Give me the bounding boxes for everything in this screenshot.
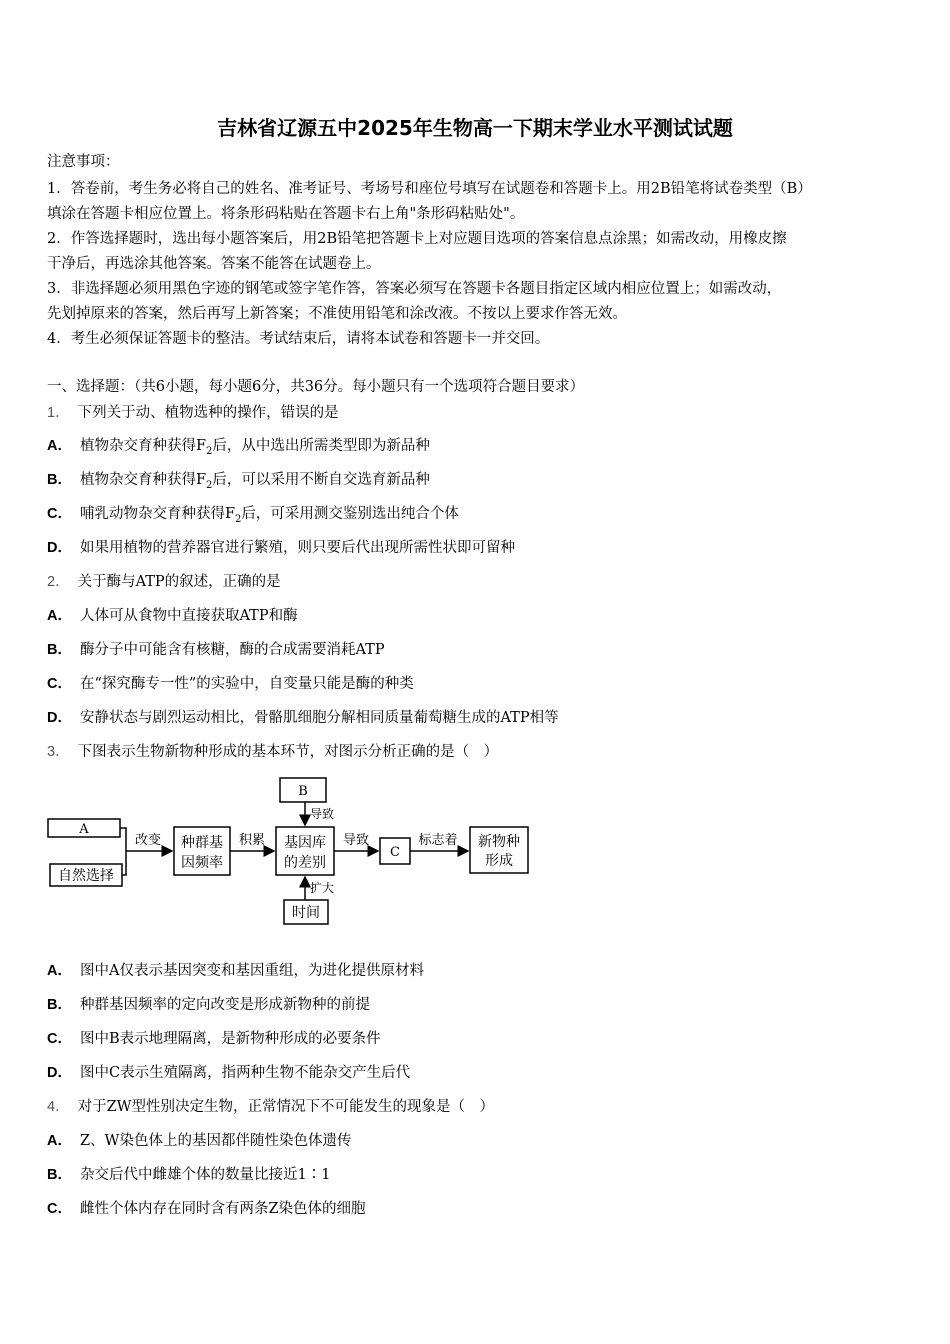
question-2-option-a[interactable] [47, 604, 298, 625]
box-gene-pool-line1: 基因库 [284, 835, 326, 851]
subscript: 2 [235, 513, 242, 525]
option-label: A． [47, 608, 72, 624]
box-gene-pool-line2: 的差别 [284, 855, 326, 871]
option-text: 后，可以采用不断自交选育新品种 [212, 472, 430, 488]
question-1-option-b[interactable] [47, 468, 430, 491]
option-text: 酶分子中可能含有核糖，酶的合成需要消耗ATP [79, 642, 385, 658]
question-1-option-d[interactable] [47, 536, 515, 557]
question-4-option-a[interactable] [47, 1129, 351, 1150]
option-text: 种群基因频率的定向改变是形成新物种的前提 [79, 997, 370, 1013]
box-a-label: A [79, 822, 89, 837]
option-text: 后，从中选出所需类型即为新品种 [212, 438, 430, 454]
question-text: 下图表示生物新物种形成的基本环节，对图示分析正确的是（ ） [77, 744, 499, 760]
question-text: 对于ZW型性别决定生物，正常情况下不可能发生的现象是（ ） [77, 1099, 495, 1115]
question-3-stem [47, 740, 907, 761]
question-text: 关于酶与ATP的叙述，正确的是 [77, 574, 281, 590]
notice-line: 2．作答选择题时，选出每小题答案后，用2B铅笔把答题卡上对应题目选项的答案信息点涂黑；如需改动，用橡皮擦 [47, 231, 787, 247]
notice-line: 填涂在答题卡相应位置上。将条形码粘贴在答题卡右上角"条形码粘贴处"。 [47, 206, 525, 222]
option-text: 后，可采用测交鉴别选出纯合个体 [241, 506, 459, 522]
box-new-species-line2: 形成 [485, 853, 513, 869]
option-label: B． [47, 642, 72, 658]
arrow-change-label: 改变 [134, 833, 162, 848]
question-2-option-d[interactable] [47, 706, 559, 727]
question-number: 4． [47, 1099, 70, 1115]
option-label: D． [47, 710, 72, 726]
question-number: 2． [47, 574, 70, 590]
arrow-accumulate-label: 积累 [238, 833, 266, 848]
box-natural-selection-label: 自然选择 [58, 868, 114, 884]
arrow-b-cause-label: 导致 [310, 807, 335, 821]
option-text: 图中C表示生殖隔离，指两种生物不能杂交产生后代 [79, 1065, 411, 1081]
question-3-option-c[interactable] [47, 1027, 381, 1048]
option-text: 如果用植物的营养器官进行繁殖，则只要后代出现所需性状即可留种 [79, 540, 515, 556]
question-4-option-c[interactable] [47, 1197, 366, 1218]
notice-line: 1．答卷前，考生务必将自己的姓名、准考证号、考场号和座位号填写在试题卷和答题卡上。用2B铅笔将试卷类型（B） [47, 181, 812, 197]
box-time-label: 时间 [292, 905, 320, 921]
arrow-expand-label: 扩大 [310, 881, 335, 895]
option-text: 在“探究酶专一性”的实验中，自变量只能是酶的种类 [79, 676, 414, 692]
notice-line: 3．非选择题必须用黑色字迹的钢笔或签字笔作答，答案必须写在答题卡各题目指定区域内相应位置上；如需改动， [47, 281, 782, 297]
notice-line: 4．考生必须保证答题卡的整洁。考试结束后，请将本试卷和答题卡一并交回。 [47, 331, 550, 347]
option-label: C． [47, 1031, 72, 1047]
option-label: B． [47, 472, 72, 488]
question-1-stem [47, 401, 907, 422]
page-title: 吉林省辽源五中2025年生物高一下期末学业水平测试试题 [217, 116, 733, 140]
notice-heading: 注意事项： [47, 154, 120, 170]
option-label: C． [47, 676, 72, 692]
box-gene-frequency-line2: 因频率 [181, 855, 223, 871]
question-number: 1． [47, 405, 70, 421]
option-label: D． [47, 1065, 72, 1081]
option-label: B． [47, 1167, 72, 1183]
option-label: C． [47, 506, 72, 522]
box-gene-frequency-line1: 种群基 [181, 835, 223, 851]
question-3-option-a[interactable] [47, 959, 424, 980]
option-text: 哺乳动物杂交育种获得F [79, 506, 236, 522]
question-2-option-b[interactable] [47, 638, 385, 659]
notice-line: 先划掉原来的答案，然后再写上新答案；不准使用铅笔和涂改液。不按以上要求作答无效。 [47, 306, 627, 322]
option-text: Z、W染色体上的基因都伴随性染色体遗传 [79, 1133, 352, 1149]
option-text: 图中A仅表示基因突变和基因重组，为进化提供原材料 [79, 963, 424, 979]
option-label: A． [47, 1133, 72, 1149]
question-4-stem [47, 1095, 907, 1116]
question-3-option-b[interactable] [47, 993, 370, 1014]
notice-line: 干净后，再选涂其他答案。答案不能答在试题卷上。 [47, 256, 381, 272]
question-number: 3． [47, 744, 70, 760]
option-label: D． [47, 540, 72, 556]
subscript: 2 [206, 479, 213, 491]
question-text: 下列关于动、植物选种的操作，错误的是 [77, 405, 339, 421]
question-1-option-a[interactable] [47, 434, 430, 457]
diagram-svg [44, 772, 534, 927]
option-text: 植物杂交育种获得F [79, 472, 207, 488]
box-new-species-line1: 新物种 [478, 834, 520, 850]
option-label: A． [47, 963, 72, 979]
option-text: 图中B表示地理隔离，是新物种形成的必要条件 [79, 1031, 381, 1047]
speciation-diagram [44, 772, 534, 927]
question-4-option-b[interactable] [47, 1163, 330, 1184]
question-3-option-d[interactable] [47, 1061, 410, 1082]
option-text: 植物杂交育种获得F [79, 438, 207, 454]
option-text: 杂交后代中雌雄个体的数量比接近1∶1 [79, 1167, 331, 1183]
section-heading: 一、选择题：（共6小题，每小题6分，共36分。每小题只有一个选项符合题目要求） [47, 379, 585, 395]
option-text: 雌性个体内存在同时含有两条Z染色体的细胞 [79, 1201, 366, 1217]
question-2-option-c[interactable] [47, 672, 414, 693]
arrow-mark-label: 标志着 [418, 833, 458, 848]
option-label: C． [47, 1201, 72, 1217]
option-text: 安静状态与剧烈运动相比，骨骼肌细胞分解相同质量葡萄糖生成的ATP相等 [79, 710, 559, 726]
option-text: 人体可从食物中直接获取ATP和酶 [79, 608, 298, 624]
question-2-stem [47, 570, 907, 591]
subscript: 2 [206, 445, 213, 457]
option-label: A． [47, 438, 72, 454]
option-label: B． [47, 997, 72, 1013]
arrow-cause-c-label: 导致 [342, 833, 370, 848]
box-b-label: B [298, 784, 308, 799]
box-c-label: C [390, 845, 400, 860]
question-1-option-c[interactable] [47, 502, 459, 525]
